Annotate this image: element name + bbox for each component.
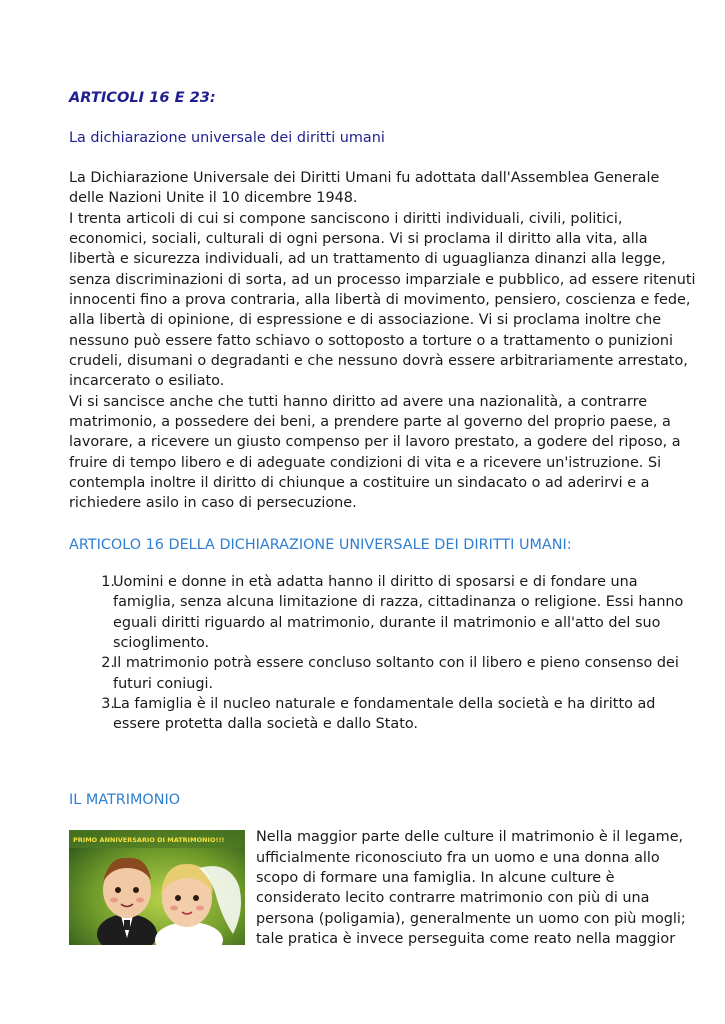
list-item-line: famiglia, senza alcuna limitazione di razza, cittadinanza o religione. Essi hanno: [113, 594, 684, 610]
text-line: considerato lecito contrarre matrimonio con più di una: [256, 890, 650, 906]
text-line: Vi si sancisce anche che tutti hanno diritto ad avere una nazionalità, a contrarre: [69, 394, 648, 410]
list-item-line: La famiglia è il nucleo naturale e fondamentale della società e ha diritto ad: [113, 696, 656, 712]
list-item-line: futuri coniugi.: [113, 676, 214, 692]
wedding-photo: [69, 830, 245, 945]
text-line: La Dichiarazione Universale dei Diritti Umani fu adottata dall'Assemblea Generale: [69, 170, 660, 186]
text-line: alla libertà di opinione, di espressione e di associazione. Vi si proclama inoltre che: [69, 312, 662, 328]
text-line: I trenta articoli di cui si compone sanciscono i diritti individuali, civili, politici,: [69, 211, 623, 227]
page-heading: ARTICOLI 16 E 23:: [69, 89, 216, 106]
text-line: tale pratica è invece perseguita come reato nella maggior: [256, 931, 676, 947]
text-line: matrimonio, a possedere dei beni, a prendere parte al governo del proprio paese, a: [69, 414, 671, 430]
text-line: contempla inoltre il diritto di chiunque a costituire un sindacato o ad aderirvi e a: [69, 475, 650, 491]
text-line: ufficialmente riconosciuto fra un uomo e una donna allo: [256, 850, 660, 866]
text-line: richiedere asilo in caso di persecuzione.: [69, 495, 357, 511]
list-item-line: Il matrimonio potrà essere concluso soltanto con il libero e pieno consenso dei: [113, 655, 679, 671]
text-line: lavorare, a ricevere un giusto compenso per il lavoro prestato, a godere del riposo, a: [69, 434, 681, 450]
text-line: Nella maggior parte delle culture il matrimonio è il legame,: [256, 829, 684, 845]
list-item-number: 2.: [101, 655, 115, 671]
photo-caption: PRIMO ANNIVERSARIO DI MATRIMONIO!!!: [73, 836, 225, 844]
article16-title: ARTICOLO 16 DELLA DICHIARAZIONE UNIVERSALE DEI DIRITTI UMANI:: [69, 537, 572, 553]
text-line: persona (poligamia), generalmente un uomo con più mogli;: [256, 911, 686, 927]
text-line: scopo di formare una famiglia. In alcune culture è: [256, 870, 615, 886]
wedding-cake-topper-image: [69, 830, 245, 945]
text-line: crudeli, disumani o degradanti e che nessuno dovrà essere arbitrariamente arrestato,: [69, 353, 688, 369]
list-item-number: 3.: [101, 696, 115, 712]
matrimonio-title: IL MATRIMONIO: [69, 792, 181, 808]
text-line: incarcerato o esiliato.: [69, 373, 225, 389]
text-line: libertà e sicurezza individuali, ad un trattamento di uguaglianza dinanzi alla legge,: [69, 251, 666, 267]
text-line: fruire di tempo libero e di adeguate condizioni di vita e a ricevere un'istruzione. Si: [69, 455, 662, 471]
text-line: senza discriminazioni di sorta, ad un processo imparziale e pubblico, ad essere ritenuti: [69, 272, 696, 288]
text-line: economici, sociali, culturali di ogni persona. Vi si proclama il diritto alla vita, alla: [69, 231, 648, 247]
list-item-line: eguali diritti riguardo al matrimonio, durante il matrimonio e all'atto del suo: [113, 615, 661, 631]
text-line: innocenti fino a prova contraria, alla libertà di movimento, pensiero, coscienza e fede,: [69, 292, 691, 308]
list-item-line: Uomini e donne in età adatta hanno il diritto di sposarsi e di fondare una: [113, 574, 638, 590]
list-item-number: 1.: [101, 574, 115, 590]
list-item-line: scioglimento.: [113, 635, 210, 651]
section-subtitle: La dichiarazione universale dei diritti umani: [69, 130, 385, 146]
list-item-line: essere protetta dalla società e dallo Stato.: [113, 716, 419, 732]
text-line: delle Nazioni Unite il 10 dicembre 1948.: [69, 190, 358, 206]
text-line: nessuno può essere fatto schiavo o sottoposto a torture o a trattamento o punizioni: [69, 333, 674, 349]
